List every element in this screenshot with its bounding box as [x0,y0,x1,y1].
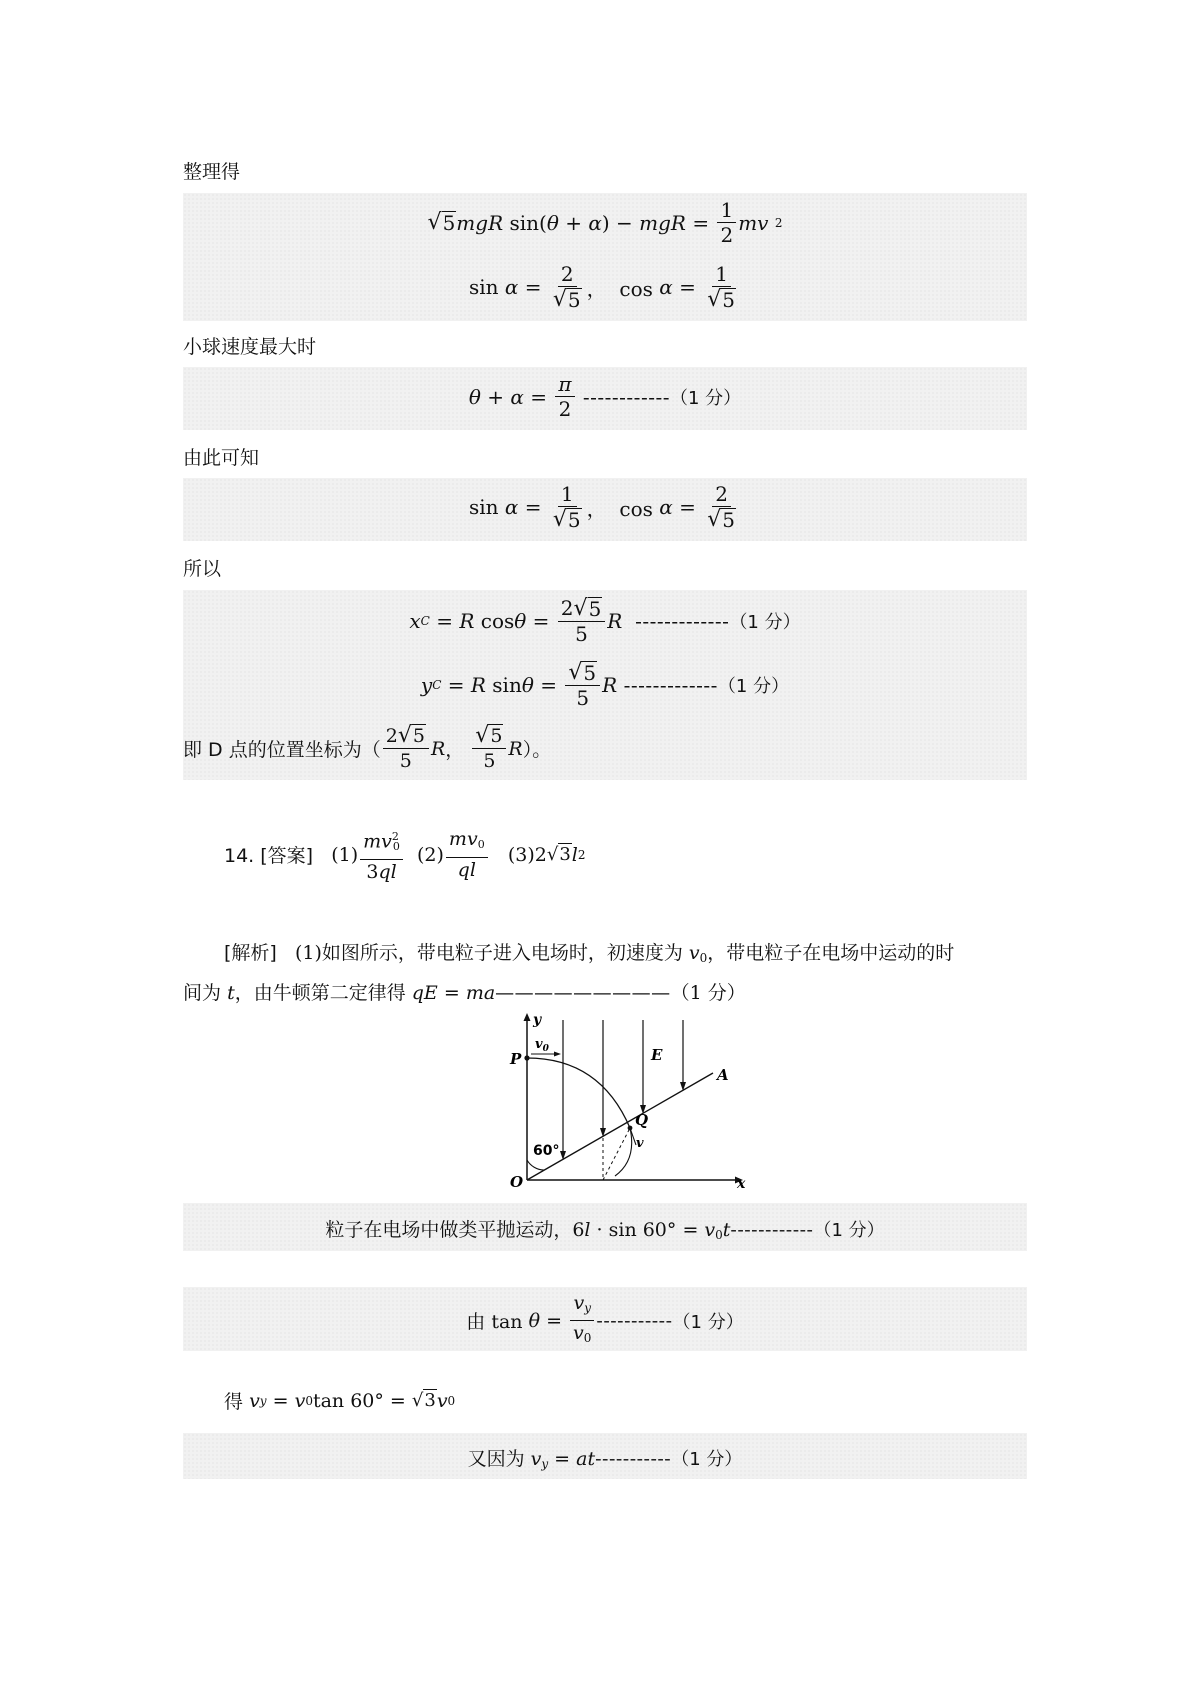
label-max-speed: 小球速度最大时 [183,336,317,358]
label-v: v [636,1136,644,1151]
equation-tan: 由 tan θ = $\frac{v_y}{v_0}$ ----------- （1 分） [466,1292,744,1345]
label-a: A [717,1066,729,1084]
equation-sin-cos-1: sin α = 2 √ 5 ， cos α = 1 √ 5 [468,262,735,312]
equation-theta-alpha: θ + α = $\frac{\pi}{2}$ ------------ （1 分） [468,372,742,421]
label-p: P [510,1050,522,1068]
point-p [524,1055,529,1060]
label-zhengli: 整理得 [183,161,241,183]
y-axis-arrow [524,1013,531,1021]
equation-xc: x C = R cos θ = 2 √ 5 5 R ------------- （1 分） [409,596,801,646]
field-diagram [505,1010,770,1190]
equation-vy: 得 v y = v 0 tan 60° = √ 3 v 0 [224,1389,456,1413]
equation-sin-cos-2: sin α = 1 √ 5 ， cos α = 2 √ 5 [468,482,735,532]
answer-14: 14. [答案] (1) $\frac{mv^2_0}{3ql}$ (2) $\frac{mv_0}{ql}$ (3)2 √ 3 l 2 [224,825,585,884]
analysis-line-1: [解析] (1)如图所示，带电粒子进入电场时，初速度为 $v_0$，带电粒子在电场中运动的时 [224,942,955,965]
angle-arc [527,1160,544,1170]
label-youci: 由此可知 [183,447,260,469]
label-y: y [533,1012,542,1028]
line-oa [527,1073,713,1180]
equation-energy: √ 5 mgR sin( θ + α ) − mgR = $\frac{1}{2}$ mv 2 [427,198,783,247]
equation-motion: 粒子在电场中做类平抛运动，$6l \cdot \sin 60^\circ = v_0t------------(1$ 分） [325,1219,885,1242]
analysis-line-2: 间为 t，由牛顿第二定律得 qE = ma—————————（1 分） [183,982,746,1004]
coordinate-d-line: 即 D 点的位置坐标为（ 2 √ 5 5 R ， √ 5 5 R ）。 [183,723,552,772]
label-v0: $v_0$ [535,1037,549,1054]
label-angle: 60° [533,1143,560,1159]
label-e: E [651,1046,663,1064]
equation-vy-at: 又因为 $v_y = at-----------(1$ 分） [467,1448,743,1471]
equation-yc: y C = R sin θ = √ 5 5 R ------------- （1 分） [420,660,790,710]
trajectory-curve [527,1058,630,1128]
label-q: Q [635,1111,649,1129]
label-x: x [737,1176,746,1190]
label-o: O [510,1173,524,1190]
label-suoyi: 所以 [183,558,222,580]
